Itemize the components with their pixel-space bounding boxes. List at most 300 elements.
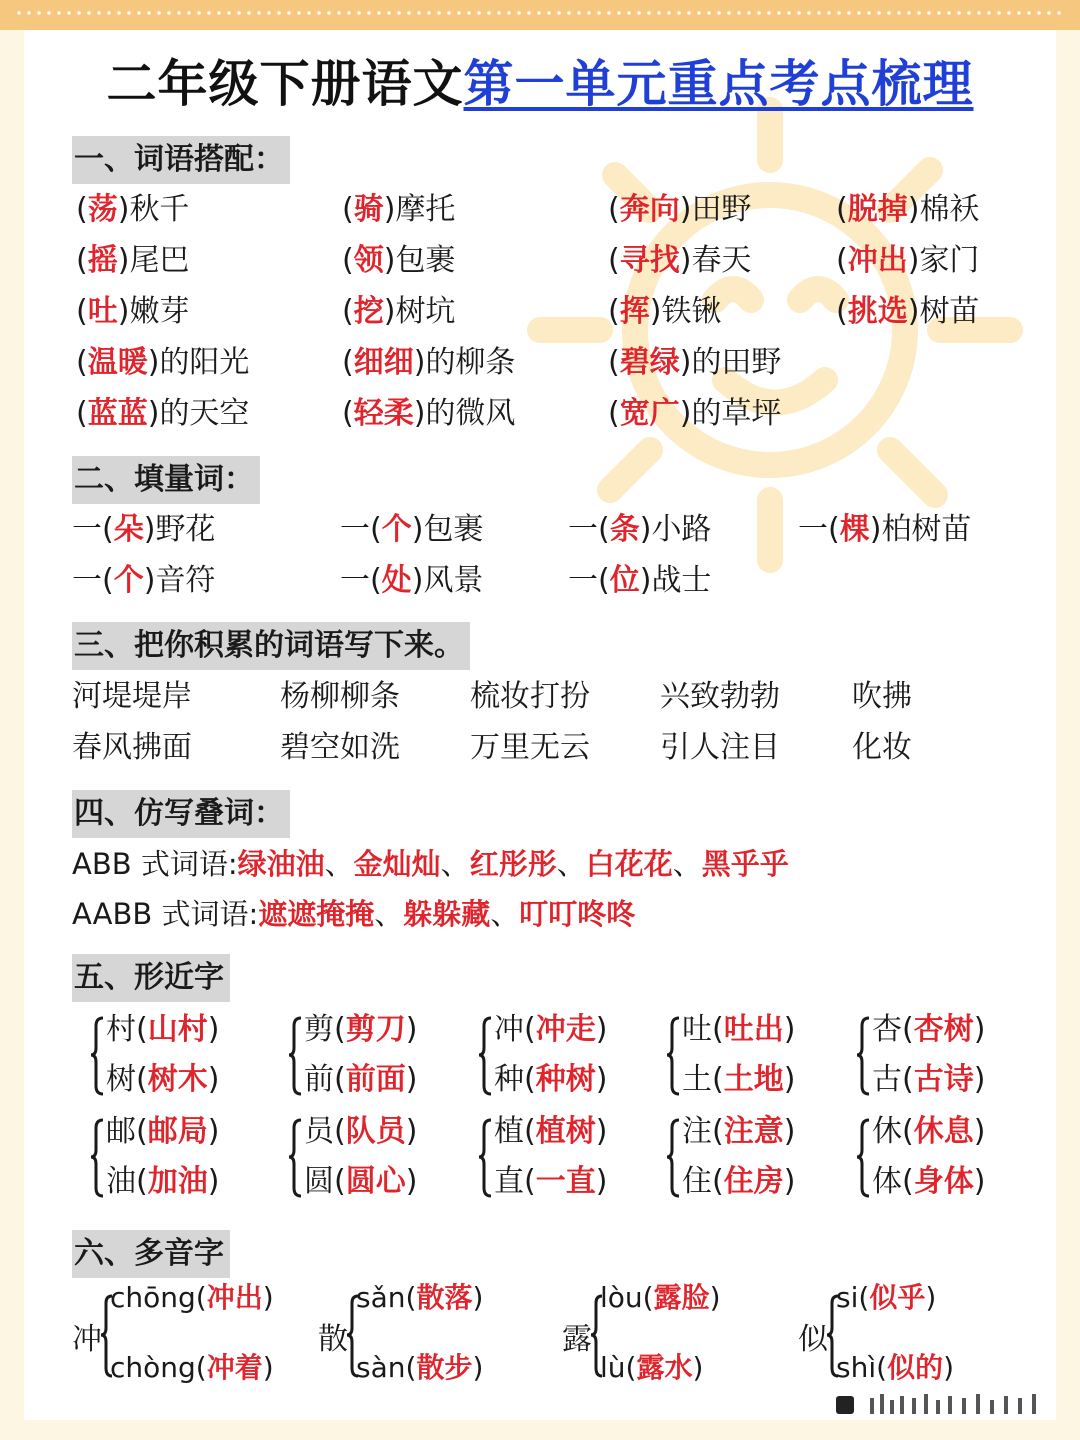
reading-line [600,1280,721,1316]
reading-line [110,1280,274,1316]
paren-close: ) [595,1012,608,1047]
paren-close: ) [925,1281,937,1314]
separator: 、 [490,897,520,931]
one-char: 一( [568,512,610,547]
similar-char-group [478,1010,638,1100]
answer-word: 轻柔 [353,396,414,431]
reading-line [836,1280,936,1316]
reading-line [836,1350,954,1386]
curly-brace-icon [856,1010,872,1100]
paren-open: ( [836,192,848,227]
paren-close: ) [147,345,160,380]
measure-word: 棵 [839,512,870,547]
paren-close: ) [783,1164,796,1199]
example-word: 休息 [913,1114,974,1149]
noun-word: 战士 [651,563,712,598]
paren-close: ) [679,345,692,380]
similar-char-group [666,1112,826,1202]
paren-open: ( [902,1062,914,1097]
paren-close: ) [907,192,920,227]
reading-line [600,1350,703,1386]
similar-char-group [856,1010,1016,1100]
collocation-item [76,394,249,434]
paren-close: ) [383,294,396,329]
paren-open: ( [342,294,354,329]
pinyin: lù [600,1351,626,1384]
paren-close: ) [973,1164,986,1199]
redup-word: 白花花 [585,847,673,881]
base-char: 村 [106,1012,136,1047]
similar-char-line [494,1162,607,1202]
answer-word: 温暖 [87,345,148,380]
paren-close: ) [383,243,396,278]
base-char: 前 [304,1062,334,1097]
example-word: 植树 [535,1114,596,1149]
similar-char-line [304,1162,417,1202]
paren-open: ( [334,1062,346,1097]
example-word: 种树 [535,1062,596,1097]
paren-close: ) [973,1114,986,1149]
curly-brace-icon [478,1010,494,1100]
paren-close: ) [405,1012,418,1047]
paren-close: ) [405,1114,418,1149]
paren-open: ( [195,1351,207,1384]
answer-word: 骑 [353,192,384,227]
answer-word: 蓝蓝 [87,396,148,431]
similar-char-group [666,1010,826,1100]
vocab-word: 春风拂面 [72,730,192,765]
section-heading-4: 四、仿写叠词： [72,790,290,838]
example-word: 散步 [416,1351,473,1384]
measure-item [798,510,971,550]
base-char: 树 [106,1062,136,1097]
paren-close: ) [783,1062,796,1097]
paren-close: ) [595,1062,608,1097]
vocab-word: 引人注目 [660,730,780,765]
paren-close: ) [472,1351,484,1384]
measure-word: 朵 [113,512,144,547]
curly-brace-icon [288,1010,304,1100]
answer-word: 奔向 [619,192,680,227]
one-char: 一( [798,512,840,547]
collocation-item [836,241,979,281]
paren-open: ( [902,1012,914,1047]
noun-word: 野花 [155,512,216,547]
paren-close: ) [783,1114,796,1149]
example-word: 冲着 [206,1351,263,1384]
paren-open: ( [342,243,354,278]
paren-open: ( [625,1351,637,1384]
paren-open: ( [405,1281,417,1314]
top-border [0,0,1080,30]
noun-word: 柏树苗 [881,512,972,547]
example-word: 似乎 [869,1281,926,1314]
watermark-logo [830,1388,1060,1422]
answer-word: 脱掉 [847,192,908,227]
collocation-item [76,292,189,332]
answer-word: 挖 [353,294,384,329]
paren-open: ( [902,1164,914,1199]
paren-close: ) [639,563,652,598]
paren-open: ( [342,192,354,227]
paren-open: ( [902,1114,914,1149]
answer-word: 挑选 [847,294,908,329]
collocation-item [608,190,751,230]
vocab-word: 兴致勃勃 [660,679,780,714]
title-part1: 二年级下册语文 [106,55,464,113]
example-word: 注意 [723,1114,784,1149]
pinyin: sǎn [356,1281,406,1314]
example-word: 古诗 [913,1062,974,1097]
example-word: 剪刀 [345,1012,406,1047]
measure-item [72,510,215,550]
given-word: 的微风 [425,396,516,431]
base-char: 住 [682,1164,712,1199]
paren-close: ) [709,1281,721,1314]
abb-row [72,844,789,884]
similar-char-line [872,1112,985,1152]
measure-item [568,510,711,550]
given-word: 树坑 [395,294,456,329]
example-word: 山村 [147,1012,208,1047]
base-char: 体 [872,1164,902,1199]
measure-item [568,561,711,601]
noun-word: 风景 [423,563,484,598]
paren-close: ) [595,1114,608,1149]
paren-open: ( [712,1062,724,1097]
measure-word: 个 [381,512,412,547]
similar-char-line [304,1010,417,1050]
collocation-item [836,292,979,332]
given-word: 的天空 [159,396,250,431]
collocation-item [608,394,781,434]
example-word: 冲出 [206,1281,263,1314]
paren-open: ( [136,1114,148,1149]
given-word: 嫩芽 [129,294,190,329]
answer-word: 领 [353,243,384,278]
paren-open: ( [876,1351,888,1384]
example-word: 圆心 [345,1164,406,1199]
paren-open: ( [76,396,88,431]
base-char: 员 [304,1114,334,1149]
paren-close: ) [907,243,920,278]
vocab-word: 梳妆打扮 [470,679,590,714]
paren-close: ) [411,563,424,598]
answer-word: 荡 [87,192,118,227]
measure-word: 处 [381,563,412,598]
paren-close: ) [262,1281,274,1314]
paren-close: ) [207,1164,220,1199]
section-heading-1: 一、词语搭配： [72,136,290,184]
curly-brace-icon [478,1112,494,1202]
base-char: 注 [682,1114,712,1149]
polyphonic-char: 散 [318,1322,348,1357]
example-word: 似的 [887,1351,944,1384]
paren-close: ) [413,396,426,431]
similar-char-group [90,1112,250,1202]
paren-open: ( [608,396,620,431]
similar-char-group [288,1010,448,1100]
paren-open: ( [136,1012,148,1047]
paren-open: ( [342,345,354,380]
collocation-item [608,292,721,332]
paren-close: ) [413,345,426,380]
measure-word: 条 [609,512,640,547]
noun-word: 包裹 [423,512,484,547]
aabb-row [72,894,635,934]
example-word: 露水 [636,1351,693,1384]
paren-close: ) [907,294,920,329]
measure-word: 位 [609,563,640,598]
similar-char-line [304,1060,417,1100]
given-word: 棉袄 [919,192,980,227]
similar-char-line [682,1112,795,1152]
paren-close: ) [117,243,130,278]
base-char: 种 [494,1062,524,1097]
answer-word: 摇 [87,243,118,278]
similar-char-line [106,1112,219,1152]
base-char: 吐 [682,1012,712,1047]
base-char: 土 [682,1062,712,1097]
collocation-item [608,343,781,383]
collocation-item [76,241,189,281]
similar-char-line [494,1112,607,1152]
page-title [0,44,1080,116]
example-word: 树木 [147,1062,208,1097]
paren-close: ) [679,243,692,278]
aabb-label: AABB 式词语: [72,897,259,931]
given-word: 树苗 [919,294,980,329]
border-dots [14,11,1066,15]
answer-word: 寻找 [619,243,680,278]
paren-close: ) [595,1164,608,1199]
paren-open: ( [836,294,848,329]
given-word: 的田野 [691,345,782,380]
example-word: 露脸 [653,1281,710,1314]
polyphonic-char: 似 [798,1322,828,1357]
given-word: 家门 [919,243,980,278]
measure-item [72,561,215,601]
redup-word: 躲躲藏 [403,897,491,931]
paren-close: ) [472,1281,484,1314]
similar-char-line [682,1060,795,1100]
given-word: 的阳光 [159,345,250,380]
pinyin: chòng [110,1351,196,1384]
similar-char-line [106,1060,219,1100]
measure-word: 个 [113,563,144,598]
given-word: 田野 [691,192,752,227]
given-word: 铁锹 [661,294,722,329]
separator: 、 [556,847,586,881]
section-heading-3: 三、把你积累的词语写下来。 [72,622,470,670]
paren-open: ( [524,1012,536,1047]
paren-close: ) [973,1012,986,1047]
paren-open: ( [608,243,620,278]
paren-close: ) [679,192,692,227]
pinyin: shì [836,1351,877,1384]
paren-open: ( [76,345,88,380]
paren-close: ) [639,512,652,547]
paren-close: ) [147,396,160,431]
noun-word: 小路 [651,512,712,547]
paren-close: ) [383,192,396,227]
paren-close: ) [117,192,130,227]
paren-open: ( [712,1164,724,1199]
title-part2: 第一单元重点考点梳理 [463,55,974,113]
paren-close: ) [405,1164,418,1199]
given-word: 秋千 [129,192,190,227]
aabb-words [258,897,635,931]
redup-word: 红彤彤 [469,847,557,881]
given-word: 包裹 [395,243,456,278]
collocation-item [608,241,751,281]
separator: 、 [374,897,404,931]
reading-line [356,1350,483,1386]
paren-close: ) [649,294,662,329]
similar-char-line [682,1162,795,1202]
collocation-item [342,241,455,281]
vocab-word: 万里无云 [470,730,590,765]
similar-char-line [494,1060,607,1100]
vocab-word: 化妆 [852,730,912,765]
base-char: 剪 [304,1012,334,1047]
polyphonic-group [798,1280,1038,1390]
base-char: 杏 [872,1012,902,1047]
similar-char-group [856,1112,1016,1202]
given-word: 摩托 [395,192,456,227]
separator: 、 [324,847,354,881]
redup-word: 金灿灿 [353,847,441,881]
separator: 、 [440,847,470,881]
collocation-item [342,292,455,332]
abb-words [238,847,789,881]
base-char: 圆 [304,1164,334,1199]
paren-open: ( [524,1164,536,1199]
given-word: 尾巴 [129,243,190,278]
noun-word: 音符 [155,563,216,598]
paren-close: ) [783,1012,796,1047]
paren-close: ) [143,563,156,598]
curly-brace-icon [666,1112,682,1202]
paren-close: ) [143,512,156,547]
curly-brace-icon [666,1010,682,1100]
paren-close: ) [207,1012,220,1047]
curly-brace-icon [90,1010,106,1100]
answer-word: 挥 [619,294,650,329]
pinyin: sàn [356,1351,406,1384]
separator: 、 [672,847,702,881]
paren-open: ( [136,1062,148,1097]
similar-char-line [106,1162,219,1202]
measure-item [340,510,483,550]
paren-close: ) [117,294,130,329]
base-char: 直 [494,1164,524,1199]
similar-char-group [478,1112,638,1202]
paren-open: ( [608,294,620,329]
example-word: 土地 [723,1062,784,1097]
paren-close: ) [207,1114,220,1149]
answer-word: 碧绿 [619,345,680,380]
example-word: 冲走 [535,1012,596,1047]
given-word: 春天 [691,243,752,278]
example-word: 住房 [723,1164,784,1199]
paren-open: ( [858,1281,870,1314]
paren-open: ( [608,192,620,227]
answer-word: 吐 [87,294,118,329]
reading-line [110,1350,274,1386]
pinyin: chōng [110,1281,196,1314]
section-heading-6: 六、多音字 [72,1230,230,1278]
vocab-word: 吹拂 [852,679,912,714]
example-word: 队员 [345,1114,406,1149]
answer-word: 宽广 [619,396,680,431]
paren-open: ( [136,1164,148,1199]
similar-char-line [494,1010,607,1050]
polyphonic-group [318,1280,558,1390]
pinyin: si [836,1281,859,1314]
example-word: 邮局 [147,1114,208,1149]
one-char: 一( [340,563,382,598]
paren-open: ( [76,192,88,227]
paren-open: ( [524,1114,536,1149]
similar-char-line [106,1010,219,1050]
paren-open: ( [712,1012,724,1047]
answer-word: 冲出 [847,243,908,278]
similar-char-line [304,1112,417,1152]
paren-open: ( [76,294,88,329]
collocation-item [76,190,189,230]
collocation-item [76,343,249,383]
example-word: 身体 [913,1164,974,1199]
redup-word: 黑乎乎 [701,847,789,881]
base-char: 休 [872,1114,902,1149]
similar-char-line [872,1060,985,1100]
one-char: 一( [568,563,610,598]
section-heading-2: 二、填量词： [72,456,260,504]
base-char: 古 [872,1062,902,1097]
paren-open: ( [712,1114,724,1149]
paren-close: ) [679,396,692,431]
example-word: 杏树 [913,1012,974,1047]
abb-label: ABB 式词语: [72,847,238,881]
paren-close: ) [411,512,424,547]
base-char: 油 [106,1164,136,1199]
one-char: 一( [340,512,382,547]
pinyin: lòu [600,1281,643,1314]
curly-brace-icon [90,1112,106,1202]
example-word: 一直 [535,1164,596,1199]
paren-open: ( [836,243,848,278]
example-word: 吐出 [723,1012,784,1047]
curly-brace-icon [288,1112,304,1202]
answer-word: 细细 [353,345,414,380]
paren-close: ) [869,512,882,547]
paren-open: ( [524,1062,536,1097]
collocation-item [836,190,979,230]
paren-open: ( [334,1164,346,1199]
polyphonic-char: 露 [562,1322,592,1357]
example-word: 散落 [416,1281,473,1314]
paren-open: ( [195,1281,207,1314]
collocation-item [342,343,515,383]
similar-char-line [872,1162,985,1202]
paren-close: ) [207,1062,220,1097]
base-char: 冲 [494,1012,524,1047]
paren-open: ( [405,1351,417,1384]
paren-open: ( [642,1281,654,1314]
polyphonic-group [562,1280,802,1390]
section-heading-5: 五、形近字 [72,954,230,1002]
